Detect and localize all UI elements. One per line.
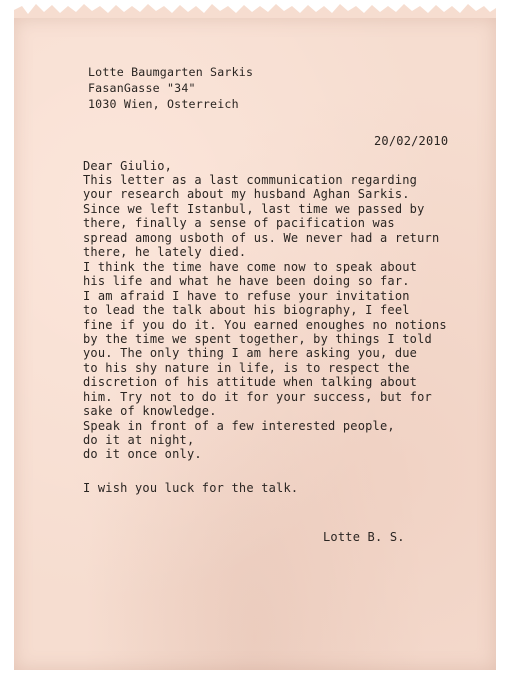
body-line: Since we left Istanbul, last time we passed by — [83, 202, 425, 216]
sender-name: Lotte Baumgarten Sarkis — [88, 65, 254, 79]
body-line: sake of knowledge. — [83, 404, 217, 418]
body-line: do it once only. — [83, 447, 202, 461]
body-line: Speak in front of a few interested people, — [83, 419, 395, 433]
signature: Lotte B. S. — [323, 530, 405, 544]
closing-line: I wish you luck for the talk. — [83, 481, 299, 495]
body-line: there, he lately died. — [83, 245, 247, 259]
body-line: by the time we spent together, by things I told — [83, 332, 432, 346]
salutation: Dear Giulio, — [83, 159, 173, 173]
sender-street: FasanGasse "34" — [88, 81, 196, 95]
body-line: you. The only thing I am here asking you, due — [83, 346, 418, 360]
body-line: there, finally a sense of pacification was — [83, 216, 395, 230]
sender-city: 1030 Wien, Osterreich — [88, 97, 239, 111]
body-line: his life and what he have been doing so far. — [83, 274, 410, 288]
body-line: fine if you do it. You earned enoughes no notions — [83, 318, 447, 332]
body-line: I am afraid I have to refuse your invitation — [83, 289, 410, 303]
body-line: him. Try not to do it for your success, but for — [83, 390, 432, 404]
letter-date: 20/02/2010 — [374, 134, 449, 148]
body-line: discretion of his attitude when talking about — [83, 375, 418, 389]
body-line: This letter as a last communication regarding — [83, 173, 418, 187]
body-line: to his shy nature in life, is to respect the — [83, 361, 410, 375]
body-line: do it at night, — [83, 433, 195, 447]
body-line: your research about my husband Aghan Sarkis. — [83, 187, 410, 201]
body-line: spread among usboth of us. We never had a return — [83, 231, 440, 245]
body-line: to lead the talk about his biography, I feel — [83, 303, 410, 317]
body-line: I think the time have come now to speak about — [83, 260, 418, 274]
